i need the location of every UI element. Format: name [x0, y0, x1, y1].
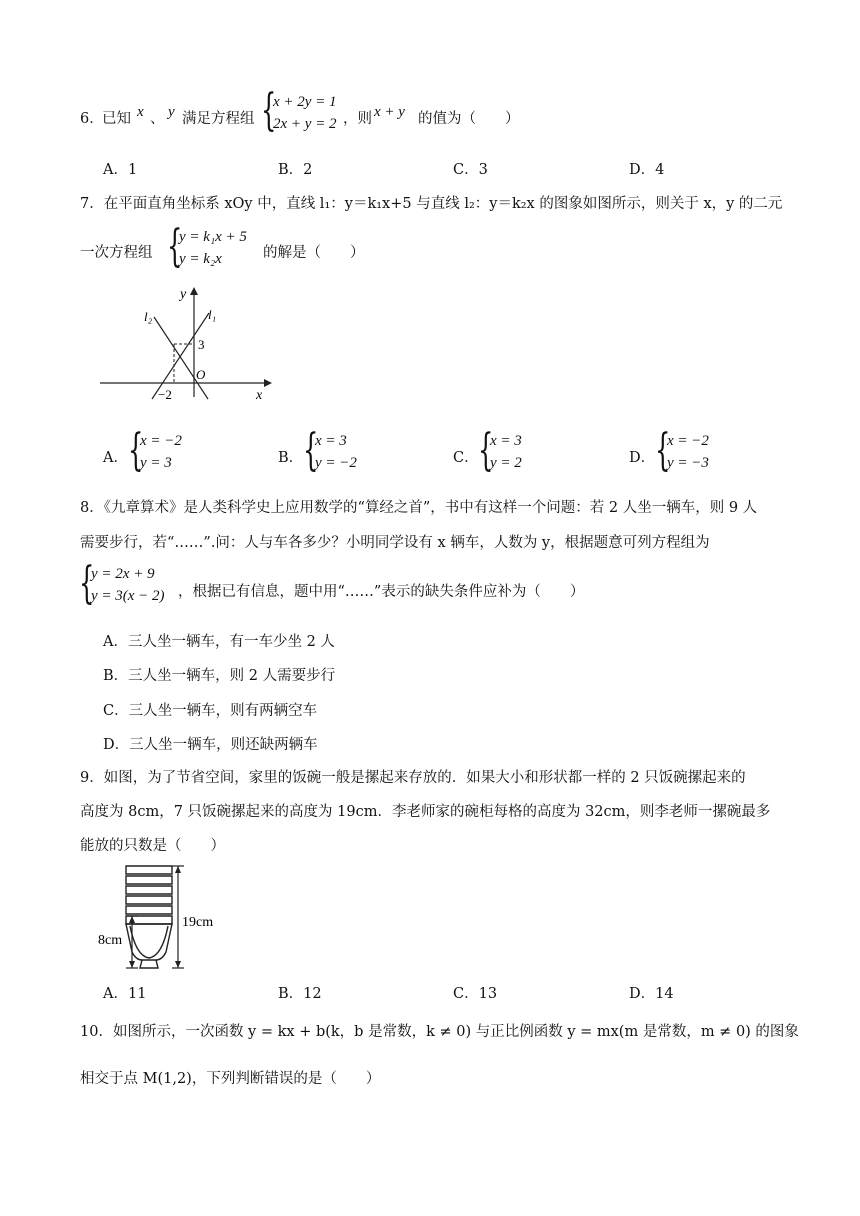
- x-axis-label: x: [256, 388, 263, 403]
- x-axis-arrow: [264, 379, 272, 387]
- bowl-foot: [140, 960, 158, 968]
- q7-option-d-label: D．: [629, 450, 656, 466]
- q7-option-c-eq1: x = 3: [490, 433, 522, 449]
- x-tick-neg2: −2: [158, 387, 172, 402]
- q6-system: [273, 91, 337, 135]
- q7-option-c-system: [490, 430, 522, 474]
- q6-option-d[interactable]: D．4: [629, 162, 665, 178]
- q7-brace: {: [167, 221, 183, 272]
- q6-text-b: 满足方程组: [182, 111, 255, 127]
- q6-text-d: 的值为（ ）: [418, 111, 520, 127]
- q7-line-2a: 一次方程组: [80, 245, 153, 261]
- bowl-body: [126, 924, 172, 960]
- q8-system: [91, 563, 165, 607]
- q6-option-c[interactable]: C．3: [453, 162, 488, 178]
- q7-option-b-system: [315, 430, 357, 474]
- y-tick-3: 3: [198, 337, 205, 352]
- q8-eq2: y = 3(x − 2): [91, 588, 165, 604]
- q9-line-3: 能放的只数是（ ）: [80, 838, 225, 854]
- q10-line-2: 相交于点 M(1,2)，下列判断错误的是（ ）: [80, 1071, 381, 1087]
- q8-line-2: 需要步行，若“……”.问：人与车各多少？小明同学设有 x 辆车，人数为 y，根据题意可列方程组为: [80, 535, 710, 551]
- q7-option-c-brace: {: [478, 425, 494, 476]
- bowl-rim-2: [126, 876, 172, 884]
- q7-option-d-eq1: x = −2: [667, 433, 709, 449]
- q6-option-b[interactable]: B．2: [278, 162, 313, 178]
- q6-eq1: x + 2y = 1: [273, 94, 337, 110]
- dim-19cm-arrow-up: [175, 866, 181, 873]
- q9-line-1: 9．如图，为了节省空间，家里的饭碗一般是摞起来存放的．如果大小和形状都一样的 2 只饭碗摞起来的: [80, 770, 746, 786]
- q7-graph: [96, 283, 276, 403]
- q7-option-a-label: A．: [103, 450, 128, 466]
- y-axis-label: y: [180, 287, 187, 302]
- q6-var-y: y: [168, 104, 175, 120]
- q8-option-d[interactable]: D．三人坐一辆车，则还缺两辆车: [103, 737, 318, 753]
- q8-option-c[interactable]: C．三人坐一辆车，则有两辆空车: [103, 703, 318, 719]
- q7-option-d-eq2: y = −3: [667, 455, 709, 471]
- q6-option-a[interactable]: A．1: [103, 162, 138, 178]
- dim-19cm-arrow-down: [175, 961, 181, 968]
- bowl-rim-3: [126, 886, 172, 894]
- q7-option-b-brace: {: [303, 425, 319, 476]
- q7-line-2b: 的解是（ ）: [263, 245, 365, 261]
- q7-option-a-eq2: y = 3: [140, 455, 172, 471]
- q7-eq2: y = k₂x: [179, 251, 222, 267]
- q7-option-d-system: [667, 430, 709, 474]
- q7-system: [179, 226, 247, 270]
- q6-expr: x + y: [374, 104, 405, 120]
- q8-option-a[interactable]: A．三人坐一辆车，有一车少坐 2 人: [103, 634, 335, 650]
- q7-option-c-label: C．: [453, 450, 479, 466]
- y-axis-arrow: [190, 287, 198, 295]
- q9-bowl-figure: [96, 860, 226, 975]
- q9-option-d[interactable]: D．14: [629, 986, 674, 1002]
- q7-option-b-label: B．: [278, 450, 304, 466]
- q9-line-2: 高度为 8cm，7 只饭碗摞起来的高度为 19cm．李老师家的碗柜每格的高度为 32cm，则李老师一摞碗最多: [80, 804, 771, 820]
- q6-eq2: 2x + y = 2: [273, 116, 337, 132]
- q9-option-a[interactable]: A．11: [103, 986, 147, 1002]
- q7-option-a-brace: {: [128, 425, 144, 476]
- l1-label: l₁: [208, 307, 217, 322]
- bowl-rim-1: [126, 866, 172, 874]
- q8-brace: {: [79, 558, 95, 609]
- dim-8cm-arrow-up: [129, 916, 135, 923]
- bowl-rim-5: [126, 906, 172, 914]
- q8-eq1: y = 2x + 9: [91, 566, 155, 582]
- origin-label: O: [196, 367, 206, 382]
- q7-option-d-brace: {: [655, 425, 671, 476]
- q6-text-a: 已知: [102, 111, 131, 127]
- dim-8cm-arrow-down: [129, 961, 135, 968]
- q6-sep: 、: [150, 111, 165, 127]
- q8-option-b[interactable]: B．三人坐一辆车，则 2 人需要步行: [103, 668, 336, 684]
- q7-option-a-eq1: x = −2: [140, 433, 182, 449]
- fig-label-8cm: 8cm: [98, 933, 123, 948]
- q7-option-a-system: [140, 430, 182, 474]
- fig-label-19cm: 19cm: [182, 915, 214, 930]
- q6-text-c: ，则: [343, 111, 372, 127]
- q7-line-1: 7．在平面直角坐标系 xOy 中，直线 l₁：y＝k₁x+5 与直线 l₂：y＝k₂x 的图象如图所示，则关于 x，y 的二元: [80, 196, 783, 212]
- q8-line-3: ，根据已有信息，题中用“……”表示的缺失条件应补为（ ）: [178, 584, 585, 600]
- q7-option-b-eq1: x = 3: [315, 433, 347, 449]
- q6-brace: {: [261, 85, 277, 136]
- q7-option-b-eq2: y = −2: [315, 455, 357, 471]
- bowl-rim-4: [126, 896, 172, 904]
- q10-line-1: 10．如图所示，一次函数 y = kx + b(k，b 是常数，k ≠ 0) 与正比例函数 y = mx(m 是常数，m ≠ 0) 的图象: [80, 1024, 799, 1040]
- q9-option-b[interactable]: B．12: [278, 986, 322, 1002]
- q7-eq1: y = k₁x + 5: [179, 229, 247, 245]
- q9-option-c[interactable]: C．13: [453, 986, 498, 1002]
- q8-line-1: 8．《九章算术》是人类科学史上应用数学的“算经之首”，书中有这样一个问题：若 2 人坐一辆车，则 9 人: [80, 500, 758, 516]
- bowl-inner-curve: [130, 926, 168, 958]
- q6-number: 6．: [80, 111, 104, 127]
- l2-label: l₂: [144, 309, 153, 324]
- q7-option-c-eq2: y = 2: [490, 455, 522, 471]
- q6-var-x: x: [137, 104, 144, 120]
